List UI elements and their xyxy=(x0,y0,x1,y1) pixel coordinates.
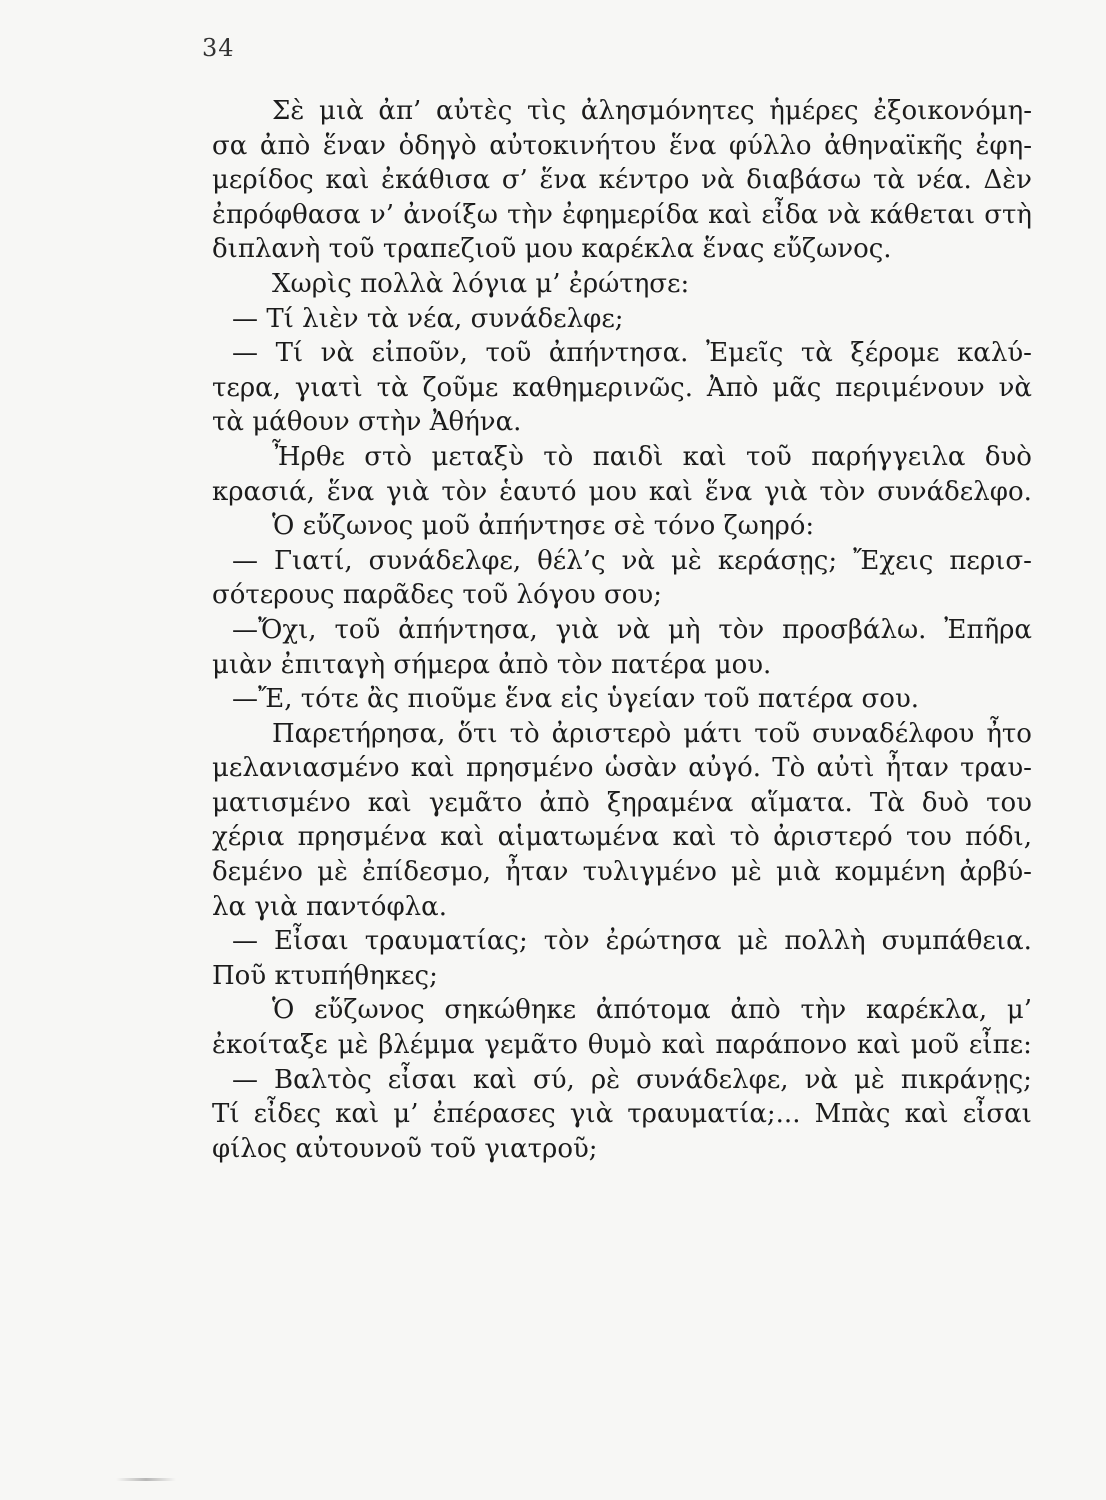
word: εὔζωνος xyxy=(302,511,414,542)
word: καὶ xyxy=(682,441,727,472)
word: τὴν xyxy=(507,199,553,230)
page-number: 34 xyxy=(202,34,235,62)
text-line xyxy=(212,786,1032,821)
word: περιμένουν xyxy=(835,372,985,403)
word: Ὁ xyxy=(272,511,295,542)
word: ἕναν xyxy=(322,130,386,161)
word: Τὰ xyxy=(869,787,905,818)
word: ἕνα xyxy=(539,165,587,196)
text-line xyxy=(212,924,1032,959)
word: φύλλο xyxy=(728,130,812,161)
word: ἕνα xyxy=(326,476,375,507)
word: βλέμμα xyxy=(378,1030,475,1061)
text-line xyxy=(212,648,1032,683)
word: τὰ xyxy=(376,372,409,403)
word: τὸν xyxy=(819,476,866,507)
text-line xyxy=(212,302,1032,337)
word: Τὸ xyxy=(772,753,806,784)
word: καὶ xyxy=(672,822,717,853)
word: μιὰν xyxy=(212,649,273,680)
word: τὸ xyxy=(543,441,574,472)
word: ἐξοικονόμη- xyxy=(873,96,1032,126)
word: παρήγγειλα xyxy=(811,441,966,472)
word: συνάδελφε, xyxy=(368,545,522,576)
word: ἀπὸ xyxy=(539,787,590,818)
word: σηκώθηκε xyxy=(444,995,577,1026)
word: γιὰ xyxy=(386,476,430,507)
word: νὰ xyxy=(616,614,651,645)
word: τοῦ xyxy=(754,718,801,749)
word: μ’ xyxy=(393,1099,419,1130)
word: Βαλτὸς xyxy=(274,1064,372,1095)
word: τραυματίας; xyxy=(364,926,528,957)
word: μάτι xyxy=(683,718,743,749)
word: τὸν xyxy=(543,926,590,957)
word: κεράσῃς; xyxy=(717,545,838,576)
word: περισ- xyxy=(949,545,1032,576)
word: τοῦ xyxy=(430,1133,477,1164)
word: νὰ xyxy=(621,545,655,576)
text-line xyxy=(212,405,1032,440)
word: ξέρομε xyxy=(850,338,940,369)
word: παρᾶδες xyxy=(342,580,455,611)
word: —Ὄχι, xyxy=(232,614,317,645)
word: πικράνῃς; xyxy=(900,1064,1032,1095)
word: πόδι, xyxy=(965,822,1032,853)
word: προσβάλω. xyxy=(782,614,927,645)
word: ἀπὸ xyxy=(259,130,311,161)
word: ὡσὰν xyxy=(604,753,678,784)
word: τοῦ xyxy=(328,234,375,265)
word: θέλ’ς xyxy=(537,545,606,576)
word: ἐφημερίδα xyxy=(562,199,699,230)
word: τραυματία;... xyxy=(627,1099,801,1130)
word: μ’ xyxy=(535,268,561,299)
word: — xyxy=(232,338,258,369)
text-line xyxy=(212,613,1032,648)
word: κομμένη xyxy=(834,857,946,888)
word: δυὸ xyxy=(921,787,970,818)
text-line xyxy=(212,440,1032,475)
word: ἀπότομα xyxy=(595,995,711,1026)
text-line xyxy=(212,1097,1032,1132)
word: εἰποῦν, xyxy=(371,338,468,369)
word: μὲ xyxy=(671,545,702,576)
word: ἕνα xyxy=(668,130,717,161)
word: στὴν xyxy=(357,407,422,438)
word: συνάδελφο. xyxy=(877,476,1032,507)
word: Ποῦ xyxy=(212,960,267,991)
word: ἂς xyxy=(367,684,400,715)
word: ἐρώτησα xyxy=(605,926,722,957)
word: αὐτοκινήτου xyxy=(489,130,657,161)
word: κάθεται xyxy=(869,199,976,230)
word: νὰ xyxy=(804,1064,838,1095)
word: νὰ xyxy=(701,165,735,196)
word: μου. xyxy=(714,649,772,680)
word: νὰ xyxy=(827,199,861,230)
word: τὸν xyxy=(718,614,765,645)
word: μάθουν xyxy=(252,407,350,438)
word: γεμᾶτο xyxy=(428,787,523,818)
word: ὅτι xyxy=(457,718,498,749)
word: Δὲν xyxy=(983,165,1032,196)
word: θυμὸ xyxy=(587,1030,652,1061)
word: ἐκοίταξε xyxy=(212,1030,328,1061)
word: εὔζωνος. xyxy=(772,234,892,265)
word: ἀπήντησα. xyxy=(548,338,689,369)
text-line xyxy=(212,993,1032,1028)
word: τὰ xyxy=(366,303,399,334)
word: μελανιασμένο xyxy=(212,753,400,784)
word: ἐπίδεσμο, xyxy=(362,857,492,888)
text-line xyxy=(212,94,1032,129)
word: ὁδηγὸ xyxy=(398,130,477,161)
word: τὸν xyxy=(441,476,488,507)
word: — xyxy=(232,926,258,957)
word: Ἐμεῖς xyxy=(705,338,784,369)
word: αὐτουνοῦ xyxy=(295,1133,422,1164)
word: Σὲ xyxy=(272,96,305,126)
text-line xyxy=(212,544,1032,579)
text-line xyxy=(212,682,1032,717)
text-line xyxy=(212,475,1032,510)
word: εἶσαι xyxy=(387,1064,457,1095)
word: γεμᾶτο xyxy=(484,1030,578,1061)
word: πιοῦμε xyxy=(407,684,497,715)
word: σ’ xyxy=(501,165,528,196)
word: σου; xyxy=(603,580,662,611)
word: συναδέλφου xyxy=(812,718,975,749)
word: τοῦ xyxy=(703,684,750,715)
word: αὐτὲς xyxy=(436,96,513,126)
word: μεταξὺ xyxy=(431,441,524,472)
word: λόγου xyxy=(516,580,596,611)
word: καὶ xyxy=(472,1064,517,1095)
word: Τί xyxy=(266,303,294,334)
word: κέντρο xyxy=(598,165,690,196)
word: τὰ xyxy=(800,338,833,369)
word: πολλὰ xyxy=(360,268,444,299)
word: πατέρα xyxy=(757,684,854,715)
word: Τί xyxy=(212,1099,240,1130)
word: μου xyxy=(524,234,574,265)
word: τὰ xyxy=(212,407,244,438)
word: — xyxy=(232,545,258,576)
word: καὶ xyxy=(661,1030,706,1061)
word: γιὰ xyxy=(254,891,298,922)
text-line xyxy=(212,129,1032,164)
word: λόγια xyxy=(451,268,528,299)
word: ματισμένο xyxy=(212,787,351,818)
word: γιὰ xyxy=(764,476,808,507)
word: Χωρὶς xyxy=(272,268,352,299)
word: ἀνοίξω xyxy=(403,199,498,230)
text-line xyxy=(212,717,1032,752)
word: λιὲν xyxy=(302,303,359,334)
word: καὶ xyxy=(440,822,485,853)
word: ξηραμένα xyxy=(606,787,734,818)
word: —Ἔ, xyxy=(232,684,293,715)
word: ἐφη- xyxy=(975,130,1032,161)
word: τυλιγμένο xyxy=(582,857,717,888)
word: ὑγείαν xyxy=(607,684,696,715)
word: τὸ xyxy=(729,822,760,853)
word: σήμερα xyxy=(393,649,490,680)
word: τὸν xyxy=(556,649,603,680)
word: ζωηρό: xyxy=(723,511,815,542)
word: ἀπήντησα, xyxy=(398,614,538,645)
word: καλύ- xyxy=(957,338,1032,369)
word: πρησμένα xyxy=(297,822,427,853)
word: ἕνα xyxy=(504,684,553,715)
word: ἡμέρες xyxy=(769,96,859,126)
word: καὶ xyxy=(708,199,753,230)
word: καθημερινῶς. xyxy=(512,372,693,403)
word: του xyxy=(905,822,952,853)
word: εἶσαι xyxy=(962,1099,1032,1130)
word: τὶς xyxy=(527,96,567,126)
word: ἑαυτό xyxy=(499,476,577,507)
word: νέα, xyxy=(407,303,463,334)
word: χέρια xyxy=(212,822,285,853)
text-line xyxy=(212,163,1032,198)
word: μοῦ xyxy=(421,511,470,542)
word: τοῦ xyxy=(485,338,532,369)
word: συνάδελφε, xyxy=(636,1064,789,1095)
word: παντόφλα. xyxy=(305,891,447,922)
word: μοῦ xyxy=(910,1030,960,1061)
word: καὶ xyxy=(367,787,412,818)
word: καὶ xyxy=(335,1099,380,1130)
word: καρέκλα, xyxy=(865,995,988,1026)
word: σὲ xyxy=(613,511,646,542)
word: διαβάσω xyxy=(746,165,862,196)
text-line xyxy=(212,890,1032,925)
word: αἱματωμένα xyxy=(497,822,660,853)
word: ἕνας xyxy=(702,234,765,265)
word: ζοῦμε xyxy=(422,372,499,403)
word: νὰ xyxy=(320,338,355,369)
word: δυὸ xyxy=(984,441,1032,472)
word: γιατροῦ; xyxy=(484,1133,598,1164)
text-line xyxy=(212,820,1032,855)
word: Παρετήρησα, xyxy=(272,718,446,749)
text-line xyxy=(212,1132,1032,1167)
text-line xyxy=(212,1028,1032,1063)
word: Ἔχεις xyxy=(853,545,934,576)
word: τοῦ xyxy=(334,614,381,645)
word: ἐπιταγὴ xyxy=(280,649,386,680)
word: σότερους xyxy=(212,580,335,611)
word: ἦταν xyxy=(505,857,569,888)
word: Ἦρθε xyxy=(272,441,345,472)
word: μὲ xyxy=(337,1030,369,1061)
word: αὐτὶ xyxy=(816,753,875,784)
text-line xyxy=(212,751,1032,786)
word: μου xyxy=(588,476,637,507)
word: σύ, xyxy=(533,1064,575,1095)
word: σα xyxy=(212,130,248,161)
word: Ὁ xyxy=(272,995,295,1026)
word: στὴ xyxy=(984,199,1032,230)
word: μὲ xyxy=(737,926,769,957)
word: ν’ xyxy=(369,199,394,230)
word: συμπάθεια. xyxy=(881,926,1032,957)
word: φίλος xyxy=(212,1133,288,1164)
text-line xyxy=(212,509,1032,544)
word: πρησμένο xyxy=(465,753,594,784)
word: λα xyxy=(212,891,247,922)
word: ἐκάθισα xyxy=(381,165,491,196)
word: ρὲ xyxy=(590,1064,621,1095)
word: γιατὶ xyxy=(294,372,363,403)
word: μὲ xyxy=(317,857,348,888)
word: Τί xyxy=(275,338,304,369)
word: κρασιά, xyxy=(212,476,315,507)
word: Μπὰς xyxy=(814,1099,891,1130)
word: ἀπὸ xyxy=(730,995,781,1026)
word: ἐπρόφθασα xyxy=(212,199,361,230)
text-line xyxy=(212,267,1032,302)
word: ἀπὸ xyxy=(498,649,549,680)
word: μὲ xyxy=(731,857,762,888)
word: μᾶς xyxy=(772,372,822,403)
body-text xyxy=(212,94,1032,1166)
text-line xyxy=(212,336,1032,371)
word: μὴ xyxy=(668,614,701,645)
word: τότε xyxy=(300,684,359,715)
word: ἦταν xyxy=(885,753,949,784)
word: μὲ xyxy=(853,1064,885,1095)
text-line xyxy=(212,578,1032,613)
word: γιὰ xyxy=(569,1099,614,1130)
word: αὐγό. xyxy=(688,753,762,784)
word: πολλὴ xyxy=(784,926,866,957)
word: καὶ xyxy=(648,476,693,507)
word: μιὰ xyxy=(319,96,364,126)
word: εἶδα xyxy=(761,199,819,230)
word: εἰς xyxy=(560,684,599,715)
word: ἐρώτησε: xyxy=(568,268,690,299)
word: εἶπε: xyxy=(968,1030,1032,1061)
word: αἵματα. xyxy=(750,787,853,818)
word: — xyxy=(232,303,258,334)
word: ἀθηναϊκῆς xyxy=(824,130,963,161)
word: του xyxy=(986,787,1032,818)
word: μερίδος xyxy=(212,165,314,196)
word: τὰ xyxy=(872,165,905,196)
word: σου. xyxy=(861,684,920,715)
word: καὶ xyxy=(325,165,370,196)
word: μ’ xyxy=(1006,995,1032,1026)
scan-smudge xyxy=(116,1478,176,1481)
word: καὶ xyxy=(856,1030,901,1061)
word: παιδὶ xyxy=(592,441,664,472)
word: τὸ xyxy=(509,718,540,749)
word: ἀριστερό xyxy=(773,822,893,853)
word: εὔζωνος xyxy=(314,995,425,1026)
word: στὸ xyxy=(364,441,413,472)
text-line xyxy=(212,1063,1032,1098)
word: ἀπήντησε xyxy=(478,511,606,542)
text-line xyxy=(212,855,1032,890)
word: τοῦ xyxy=(746,441,792,472)
word: ἀπ’ xyxy=(378,96,422,126)
word: ἕνα xyxy=(704,476,753,507)
word: πατέρα xyxy=(611,649,707,680)
word: συνάδελφε; xyxy=(470,303,624,334)
word: εἶδες xyxy=(253,1099,322,1130)
word: Εἶσαι xyxy=(274,926,349,957)
word: ἦτο xyxy=(986,718,1032,749)
text-line xyxy=(212,371,1032,406)
word: νὰ xyxy=(998,372,1032,403)
word: διπλανὴ xyxy=(212,234,321,265)
text-line xyxy=(212,232,1032,267)
text-line xyxy=(212,959,1032,994)
word: ἐπέρασες xyxy=(432,1099,556,1130)
word: ἀρβύ- xyxy=(959,857,1032,888)
word: καὶ xyxy=(410,753,455,784)
word: δεμένο xyxy=(212,857,303,888)
word: τερα, xyxy=(212,372,281,403)
word: τραυ- xyxy=(960,753,1032,784)
word: Ἀπὸ xyxy=(706,372,759,403)
word: τόνο xyxy=(653,511,716,542)
word: τὴν xyxy=(800,995,847,1026)
word: τοῦ xyxy=(462,580,509,611)
word: Ἀθήνα. xyxy=(429,407,522,438)
word: καὶ xyxy=(904,1099,949,1130)
word: ἀριστερὸ xyxy=(551,718,672,749)
word: μιὰ xyxy=(776,857,821,888)
word: Γιατί, xyxy=(274,545,353,576)
text-line xyxy=(212,198,1032,233)
word: — xyxy=(232,1064,258,1095)
word: κτυπήθηκες; xyxy=(274,960,438,991)
word: ἀλησμόνητες xyxy=(580,96,755,126)
word: νέα. xyxy=(916,165,972,196)
word: τραπεζιοῦ xyxy=(382,234,517,265)
word: καρέκλα xyxy=(581,234,695,265)
word: γιὰ xyxy=(555,614,599,645)
word: παράπονο xyxy=(715,1030,848,1061)
word: Ἐπῆρα xyxy=(944,614,1032,645)
